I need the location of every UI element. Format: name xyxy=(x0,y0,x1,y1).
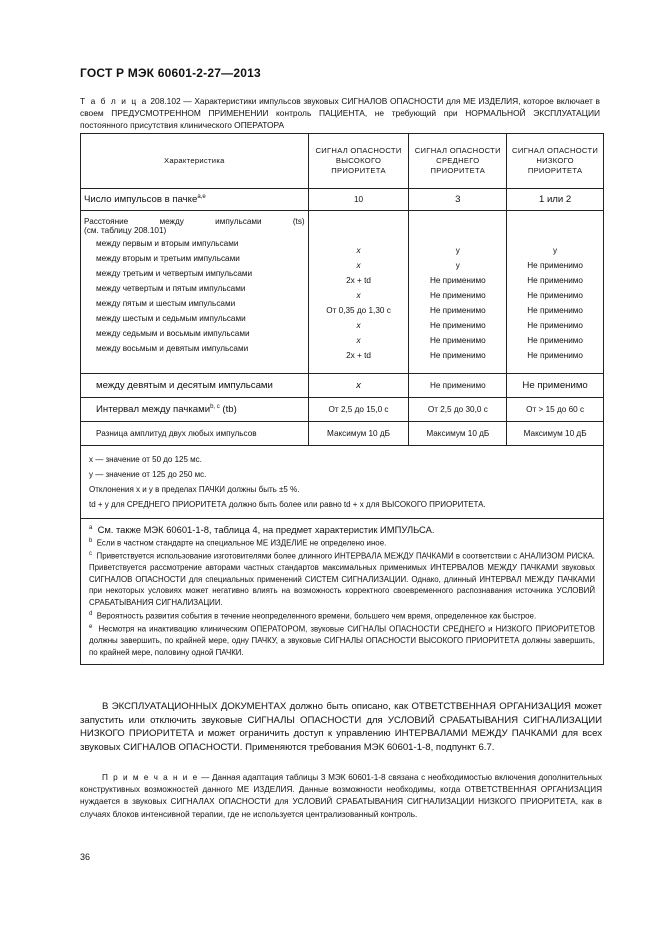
body-note xyxy=(80,772,602,821)
table-row-notes xyxy=(81,446,604,519)
ninth-tenth-medium: Не применимо xyxy=(409,374,507,398)
spacing-label: между седьмым и восьмым импульсами xyxy=(96,329,250,338)
table-row-pulses xyxy=(81,189,604,211)
note-line: y — значение от 125 до 250 мс. xyxy=(89,470,207,479)
note-line: Отклонения x и y в пределах ПАЧКИ должны быть ±5 %. xyxy=(89,485,300,494)
spacing-low: Не применимо xyxy=(527,351,583,360)
table-row-spacing xyxy=(81,211,604,374)
table-header-row xyxy=(81,134,604,189)
footnote: $^d$ Вероятность развития события в течение неопределенного времени, большего чем время, определенное как быстрое. xyxy=(89,610,537,621)
footnote: $^c$ Приветствуется использование изготовителями более длинного ИНТЕРВАЛА МЕЖДУ ПАЧКАМИ в соответствии с АНАЛИЗОМ РИСКА. Приветствуется рассмотрение авторами частных стандартов максимальных применимых ИНТЕРВАЛОВ МЕЖДУ ПАЧКАМИ звуковых СИГНАЛОВ ОПАСНОСТИ для специальных применений СИСТЕМ СИГНАЛИЗАЦИИ. Однако, длинный ИНТЕРВАЛ МЕЖДУ ПАЧКАМИ при некоторых условиях может негативно влиять на возможность корректного своевременного распознавания источника УСЛОВИЙ СРАБАТЫВАНИЯ СИГНАЛИЗАЦИИ. xyxy=(89,550,595,607)
pulses-label: Число импульсов в пачке$^{a,e}$ xyxy=(81,189,309,211)
spacing-high: x xyxy=(356,246,361,255)
interval-label: Интервал между пачками$^{b, c}$ (tb) xyxy=(81,398,309,422)
spacing-label: между четвертым и пятым импульсами xyxy=(96,284,246,293)
spacing-medium: y xyxy=(455,261,460,270)
spacing-high: 2x + td xyxy=(346,276,371,285)
header-high-priority: СИГНАЛ ОПАСНОСТИ ВЫСОКОГО ПРИОРИТЕТА xyxy=(308,134,409,189)
table-notes xyxy=(81,446,604,519)
spacing-medium-values xyxy=(409,211,507,374)
spacing-medium: Не применимо xyxy=(429,336,486,345)
caption-text: 208.102 — Характеристики импульсов звуковых СИГНАЛОВ ОПАСНОСТИ для МЕ ИЗДЕЛИЯ, которое включает в своем ПРЕДУСМОТРЕННОМ ПРИМЕНЕНИИ контроль ПАЦИЕНТА, не требующий при НОРМАЛЬНОЙ ЭКСПЛУАТАЦИИ постоянного присутствия клинического ОПЕРАТОРА xyxy=(80,96,600,130)
spacing-low: Не применимо xyxy=(527,291,583,300)
note-line: td + y для СРЕДНЕГО ПРИОРИТЕТА должно быть более или равно td + x для ВЫСОКОГО ПРИОРИТЕТА. xyxy=(89,500,486,509)
footnote: $^a$ См. также МЭК 60601-1-8, таблица 4, на предмет характеристик ИМПУЛЬСА. xyxy=(89,524,435,536)
interval-high: От 2,5 до 15,0 с xyxy=(308,398,409,422)
header-medium-priority: СИГНАЛ ОПАСНОСТИ СРЕДНЕГО ПРИОРИТЕТА xyxy=(409,134,507,189)
spacing-high-values xyxy=(308,211,409,374)
spacing-high: x xyxy=(356,261,361,270)
spacing-high: 2x + td xyxy=(346,351,371,360)
spacing-medium: Не применимо xyxy=(429,306,486,315)
amplitude-label: Разница амплитуд двух любых импульсов xyxy=(81,422,309,446)
spacing-low: Не применимо xyxy=(527,261,583,270)
spacing-low: Не применимо xyxy=(527,276,583,285)
spacing-intro: Расстояние между импульсами (ts) xyxy=(84,217,305,226)
body-paragraph: В ЭКСПЛУАТАЦИОННЫХ ДОКУМЕНТАХ должно быть описано, как ОТВЕТСТВЕННАЯ ОРГАНИЗАЦИЯ может запустить или отключить звуковые СИГНАЛЫ ОПАСНОСТИ для УСЛОВИЙ СРАБАТЫВАНИЯ СИГНАЛИЗАЦИИ НИЗКОГО ПРИОРИТЕТА и может ограничить доступ к управлению ИНТЕРВАЛАМИ МЕЖДУ ПАЧКАМИ для всех звуковых СИГНАЛОВ ОПАСНОСТИ. Применяются требования МЭК 60601-1-8, подпункт 6.7. xyxy=(80,701,602,753)
pulses-low: 1 или 2 xyxy=(507,189,604,211)
header-low-priority: СИГНАЛ ОПАСНОСТИ НИЗКОГО ПРИОРИТЕТА xyxy=(507,134,604,189)
spacing-low: Не применимо xyxy=(527,306,583,315)
header-characteristic: Характеристика xyxy=(81,134,309,189)
note-text: — Данная адаптация таблицы 3 МЭК 60601-1-8 связана с необходимостью включения дополнительных конструктивных возможностей данного МЕ ИЗДЕЛИЯ. Данные возможности необходимы, когда ОТВЕТСТВЕННАЯ ОРГАНИЗАЦИЯ нуждается в звуковых СИГНАЛАХ ОПАСНОСТИ для УСЛОВИЙ СРАБАТЫВАНИЯ СИГНАЛИЗАЦИИ НИЗКОГО ПРИОРИТЕТА, как в случаях блоков интенсивной терапии, где не используется централизованный контроль. xyxy=(80,773,602,819)
note-label: П р и м е ч а н и е xyxy=(102,773,199,782)
page-number: 36 xyxy=(80,852,91,862)
spacing-medium: Не применимо xyxy=(429,321,486,330)
spacing-low: Не применимо xyxy=(527,321,583,330)
caption-label: Т а б л и ц а xyxy=(80,96,148,106)
spacing-high: От 0,35 до 1,30 с xyxy=(326,306,391,315)
table-row-footnotes xyxy=(81,519,604,665)
standard-header: ГОСТ Р МЭК 60601-2-27—2013 xyxy=(80,66,261,80)
table-row-ninth-tenth xyxy=(81,374,604,398)
spacing-low: Не применимо xyxy=(527,336,583,345)
ninth-tenth-low: Не применимо xyxy=(507,374,604,398)
spacing-label: между восьмым и девятым импульсами xyxy=(96,344,249,353)
ninth-tenth-label: между девятым и десятым импульсами xyxy=(81,374,309,398)
table-row-interval xyxy=(81,398,604,422)
alarm-pulse-table xyxy=(80,133,604,665)
spacing-medium: Не применимо xyxy=(429,276,486,285)
table-caption xyxy=(80,95,600,131)
table-row-amplitude xyxy=(81,422,604,446)
footnote: $^b$ Если в частном стандарте на специальное МЕ ИЗДЕЛИЕ не определено иное. xyxy=(89,537,387,548)
spacing-medium: Не применимо xyxy=(429,351,486,360)
interval-low: От > 15 до 60 с xyxy=(507,398,604,422)
spacing-low-values xyxy=(507,211,604,374)
spacing-intro-ref: (см. таблицу 208.101) xyxy=(84,226,167,235)
footnote: $^e$ Несмотря на инактивацию клиническим ОПЕРАТОРОМ, звуковые СИГНАЛЫ ОПАСНОСТИ СРЕДНЕГО и НИЗКОГО ПРИОРИТЕТОВ должны завершить, по крайней мере, одну ПАЧКУ, а звуковые СИГНАЛЫ ОПАСНОСТИ ВЫСОКОГО ПРИОРИТЕТА должны завершить, по крайней мере, половину одной ПАЧКИ. xyxy=(89,623,595,657)
spacing-medium: y xyxy=(455,246,460,255)
note-line: x — значение от 50 до 125 мс. xyxy=(89,455,202,464)
amplitude-medium: Максимум 10 дБ xyxy=(409,422,507,446)
pulses-high: 10 xyxy=(308,189,409,211)
spacing-label: между вторым и третьим импульсами xyxy=(96,254,240,263)
interval-medium: От 2,5 до 30,0 с xyxy=(409,398,507,422)
spacing-high: x xyxy=(356,321,361,330)
spacing-high: x xyxy=(356,336,361,345)
spacing-high: x xyxy=(356,291,361,300)
spacing-medium: Не применимо xyxy=(429,291,486,300)
spacing-label: между пятым и шестым импульсами xyxy=(96,299,236,308)
pulses-footnote-marks: a,e xyxy=(197,193,206,200)
pulses-medium: 3 xyxy=(409,189,507,211)
ninth-tenth-high: x xyxy=(308,374,409,398)
spacing-low: y xyxy=(553,246,558,255)
spacing-label: между третьим и четвертым импульсами xyxy=(96,269,253,278)
interval-footnote-marks: b, c xyxy=(210,403,220,410)
spacing-label: между первым и вторым импульсами xyxy=(96,239,239,248)
spacing-labels xyxy=(81,211,309,374)
spacing-label: между шестым и седьмым импульсами xyxy=(96,314,246,323)
amplitude-low: Максимум 10 дБ xyxy=(507,422,604,446)
amplitude-high: Максимум 10 дБ xyxy=(308,422,409,446)
interval-symbol: (tb) xyxy=(222,404,237,416)
table-footnotes xyxy=(81,519,604,665)
